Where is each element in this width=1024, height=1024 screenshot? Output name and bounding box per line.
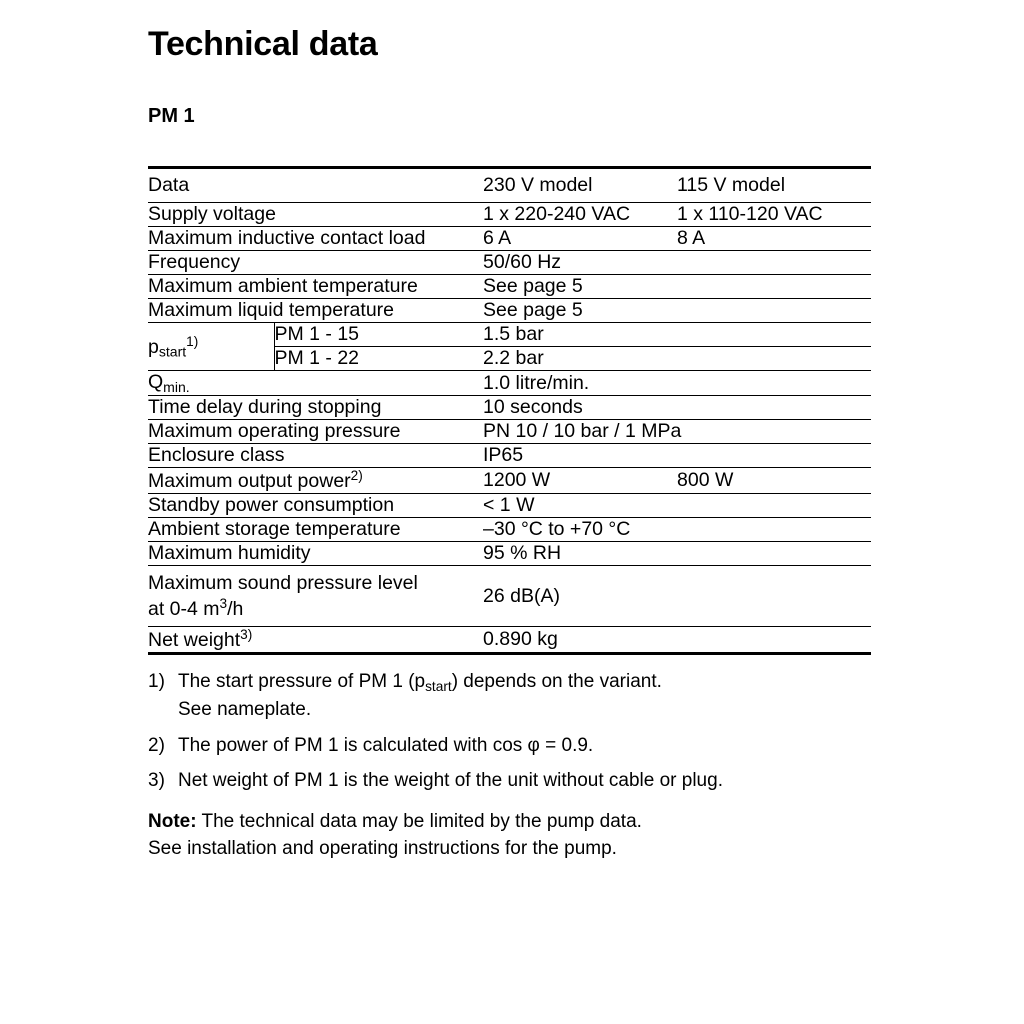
sound-label-line2-pre: at 0-4 m [148, 598, 220, 621]
technical-data-table [148, 166, 871, 655]
footnote-text [178, 669, 908, 723]
footnote-number: 3) [148, 770, 165, 792]
page-title: Technical data [148, 25, 378, 63]
pstart-label-sub: start [158, 343, 187, 360]
row-value: 50/60 Hz [483, 251, 562, 274]
footnote-line1-pre: The start pressure of PM 1 (p [178, 671, 426, 693]
table-row [148, 227, 871, 251]
row-value: See page 5 [483, 299, 583, 322]
row-label [148, 627, 483, 654]
table-row [148, 203, 871, 227]
row-value: 1.0 litre/min. [483, 371, 590, 394]
row-label: Frequency [148, 251, 241, 274]
header-230v: 230 V model [483, 174, 593, 197]
qmin-label-sub: min. [163, 379, 190, 396]
row-value-230v: 1 x 220-240 VAC [483, 203, 631, 226]
row-label-footnote: 2) [350, 468, 363, 484]
pstart-label-main: p [148, 335, 159, 358]
pstart-label-sup: 1) [186, 333, 199, 349]
row-value: IP65 [483, 444, 524, 467]
pstart-variant-value: 1.5 bar [483, 323, 544, 346]
table-row-pstart [148, 323, 871, 371]
note-block [148, 809, 874, 863]
row-label: Ambient storage temperature [148, 517, 401, 540]
row-value: PN 10 / 10 bar / 1 MPa [483, 420, 682, 443]
row-label: Time delay during stopping [148, 396, 382, 419]
footnote-item [148, 768, 908, 795]
header-115v: 115 V model [677, 174, 786, 197]
row-label [148, 371, 483, 396]
pstart-variant-name: PM 1 - 15 [274, 323, 360, 346]
row-value-230v: 1200 W [483, 469, 551, 492]
row-value: 26 dB(A) [483, 584, 560, 607]
footnote-text: The power of PM 1 is calculated with cos φ = 0.9. [178, 734, 594, 756]
row-label: Maximum ambient temperature [148, 275, 418, 298]
row-value: 95 % RH [483, 541, 562, 564]
row-label: Maximum liquid temperature [148, 299, 395, 322]
footnote-line1-post: ) depends on the variant. [451, 671, 662, 693]
table-row [148, 371, 871, 396]
table-row [148, 275, 871, 299]
footnote-text: Net weight of PM 1 is the weight of the unit without cable or plug. [178, 770, 723, 792]
table-row [148, 299, 871, 323]
product-subtitle: PM 1 [148, 105, 195, 128]
row-label-text: Net weight [148, 629, 241, 652]
table-row [148, 396, 871, 420]
row-label-footnote: 3) [240, 627, 253, 643]
row-label [148, 468, 483, 494]
row-value-115v: 800 W [677, 469, 734, 492]
note-text-line1: The technical data may be limited by the pump data. [196, 811, 642, 833]
table-header-row [148, 168, 871, 203]
qmin-label-main: Q [148, 371, 164, 394]
footnote-number: 1) [148, 671, 165, 693]
table-row [148, 251, 871, 275]
row-value-115v: 8 A [677, 227, 706, 250]
pstart-label [148, 323, 274, 370]
table-row-sound-pressure [148, 565, 871, 627]
header-data: Data [148, 174, 190, 197]
row-label: Standby power consumption [148, 493, 395, 516]
table-row [148, 517, 871, 541]
row-value-115v: 1 x 110-120 VAC [677, 203, 823, 226]
table-row [148, 420, 871, 444]
row-label [148, 565, 483, 627]
table-row [148, 627, 871, 654]
pstart-row [148, 323, 871, 347]
table-row [148, 468, 871, 494]
table-row [148, 541, 871, 565]
row-value-230v: 6 A [483, 227, 512, 250]
row-label-text: Maximum output power [148, 469, 351, 492]
table-row [148, 444, 871, 468]
row-label: Enclosure class [148, 444, 285, 467]
row-value: < 1 W [483, 493, 535, 516]
footnote-item [148, 733, 908, 760]
row-label: Maximum inductive contact load [148, 227, 426, 250]
row-value: See page 5 [483, 275, 583, 298]
note-label: Note: [148, 811, 197, 833]
note-text-line2: See installation and operating instructions for the pump. [148, 838, 617, 860]
footnotes [148, 669, 908, 795]
sound-label-line1: Maximum sound pressure level [148, 571, 418, 594]
sound-label-line2-sup: 3 [219, 596, 228, 612]
footnote-line2: See nameplate. [178, 698, 312, 720]
row-label: Maximum operating pressure [148, 420, 401, 443]
footnote-number: 2) [148, 734, 165, 756]
row-value: 10 seconds [483, 396, 583, 419]
pstart-variant-value: 2.2 bar [483, 347, 544, 370]
row-label: Maximum humidity [148, 541, 311, 564]
footnote-line1-sub: start [425, 679, 452, 695]
table-row [148, 493, 871, 517]
row-value: –30 °C to +70 °C [483, 517, 631, 540]
row-label: Supply voltage [148, 203, 276, 226]
pstart-variant-name: PM 1 - 22 [274, 347, 360, 370]
footnote-item [148, 669, 908, 723]
row-value: 0.890 kg [483, 628, 558, 651]
sound-label-line2-post: /h [227, 598, 244, 621]
